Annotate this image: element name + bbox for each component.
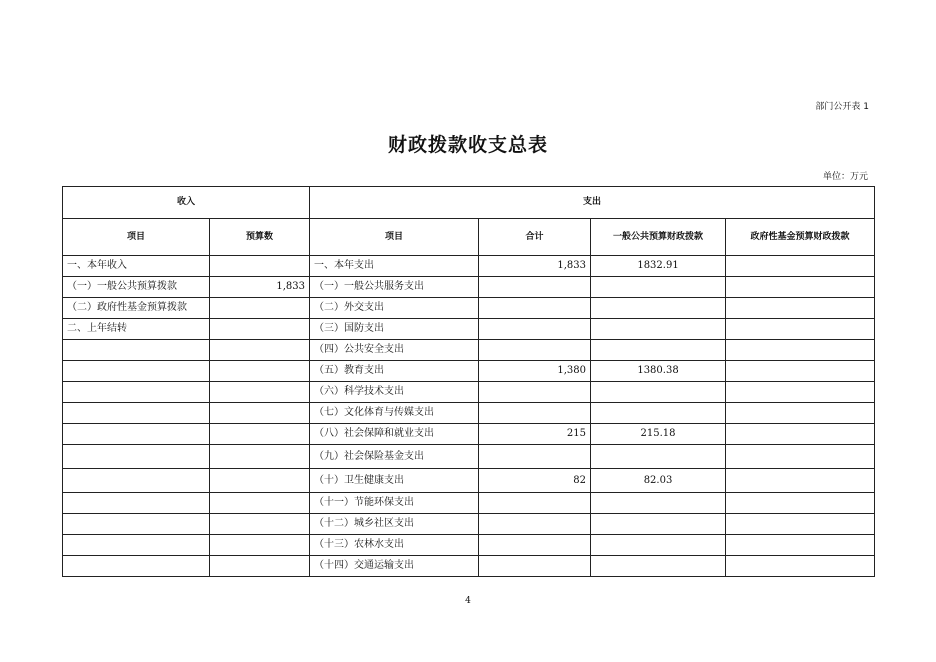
table-row: [63, 340, 875, 361]
expense-item-cell: （七）文化体育与传媒支出: [310, 403, 479, 424]
income-amount-cell: [210, 340, 310, 361]
income-amount-cell: [210, 298, 310, 319]
income-amount-cell: [210, 535, 310, 556]
income-item-cell: 二、上年结转: [63, 319, 210, 340]
total-cell: [479, 382, 591, 403]
general-budget-cell: 1380.38: [591, 361, 726, 382]
general-budget-cell: [591, 493, 726, 514]
total-cell: 215: [479, 424, 591, 445]
income-item-cell: [63, 382, 210, 403]
fund-budget-cell: [726, 469, 875, 493]
table-row: [63, 535, 875, 556]
expense-item-cell: （二）外交支出: [310, 298, 479, 319]
fund-budget-cell: [726, 340, 875, 361]
table-row: [63, 514, 875, 535]
fund-budget-cell: [726, 361, 875, 382]
fund-budget-cell: [726, 277, 875, 298]
income-item-cell: [63, 469, 210, 493]
fund-budget-cell: [726, 424, 875, 445]
income-amount-cell: [210, 256, 310, 277]
general-budget-cell: [591, 382, 726, 403]
income-amount-cell: [210, 319, 310, 340]
table-row: [63, 445, 875, 469]
income-item-cell: [63, 340, 210, 361]
fund-budget-cell: [726, 514, 875, 535]
general-budget-cell: 82.03: [591, 469, 726, 493]
table-row: [63, 277, 875, 298]
general-budget-cell: [591, 277, 726, 298]
table-row: [63, 403, 875, 424]
fund-budget-cell: [726, 535, 875, 556]
table-row: [63, 382, 875, 403]
col-header-expense-item: 项目: [310, 219, 479, 256]
total-cell: [479, 277, 591, 298]
general-budget-cell: [591, 535, 726, 556]
fund-budget-cell: [726, 445, 875, 469]
table-row: [63, 256, 875, 277]
expense-item-cell: （十）卫生健康支出: [310, 469, 479, 493]
total-cell: [479, 535, 591, 556]
fund-budget-cell: [726, 403, 875, 424]
fund-budget-cell: [726, 556, 875, 577]
income-amount-cell: [210, 403, 310, 424]
general-budget-cell: [591, 556, 726, 577]
income-item-cell: [63, 361, 210, 382]
unit-label: 单位：万元: [822, 172, 868, 182]
budget-table: [62, 186, 875, 577]
general-budget-cell: 1832.91: [591, 256, 726, 277]
total-cell: [479, 556, 591, 577]
expense-item-cell: （九）社会保险基金支出: [310, 445, 479, 469]
general-budget-cell: [591, 403, 726, 424]
fund-budget-cell: [726, 256, 875, 277]
col-header-total: 合计: [479, 219, 591, 256]
total-cell: 1,380: [479, 361, 591, 382]
fund-budget-cell: [726, 319, 875, 340]
income-item-cell: [63, 493, 210, 514]
col-header-budget-amount: 预算数: [210, 219, 310, 256]
expense-item-cell: （四）公共安全支出: [310, 340, 479, 361]
total-cell: 82: [479, 469, 591, 493]
income-group-header: 收入: [63, 187, 310, 219]
income-item-cell: [63, 514, 210, 535]
income-item-cell: （一）一般公共预算拨款: [63, 277, 210, 298]
page-number: 4: [465, 596, 471, 606]
income-item-cell: [63, 424, 210, 445]
general-budget-cell: [591, 298, 726, 319]
income-amount-cell: [210, 424, 310, 445]
expense-item-cell: （十二）城乡社区支出: [310, 514, 479, 535]
income-amount-cell: 1,833: [210, 277, 310, 298]
income-amount-cell: [210, 556, 310, 577]
expense-group-header: 支出: [310, 187, 875, 219]
table-row: [63, 319, 875, 340]
form-number: 部门公开表 1: [815, 102, 869, 112]
col-header-income-item: 项目: [63, 219, 210, 256]
expense-item-cell: （六）科学技术支出: [310, 382, 479, 403]
group-header-row: [63, 187, 875, 219]
table-row: [63, 493, 875, 514]
income-item-cell: （二）政府性基金预算拨款: [63, 298, 210, 319]
total-cell: [479, 298, 591, 319]
col-header-fund-budget: 政府性基金预算财政拨款: [726, 219, 875, 256]
expense-item-cell: （十一）节能环保支出: [310, 493, 479, 514]
column-header-row: [63, 219, 875, 256]
income-amount-cell: [210, 493, 310, 514]
table-row: [63, 556, 875, 577]
income-amount-cell: [210, 469, 310, 493]
expense-item-cell: （三）国防支出: [310, 319, 479, 340]
total-cell: [479, 319, 591, 340]
general-budget-cell: [591, 319, 726, 340]
income-amount-cell: [210, 361, 310, 382]
fund-budget-cell: [726, 382, 875, 403]
general-budget-cell: 215.18: [591, 424, 726, 445]
income-item-cell: 一、本年收入: [63, 256, 210, 277]
income-item-cell: [63, 535, 210, 556]
income-item-cell: [63, 556, 210, 577]
total-cell: [479, 493, 591, 514]
income-item-cell: [63, 445, 210, 469]
col-header-general-budget: 一般公共预算财政拨款: [591, 219, 726, 256]
total-cell: [479, 514, 591, 535]
general-budget-cell: [591, 514, 726, 535]
table-row: [63, 469, 875, 493]
total-cell: [479, 340, 591, 361]
total-cell: 1,833: [479, 256, 591, 277]
table-row: [63, 361, 875, 382]
income-item-cell: [63, 403, 210, 424]
expense-item-cell: （十四）交通运输支出: [310, 556, 479, 577]
table-row: [63, 298, 875, 319]
income-amount-cell: [210, 514, 310, 535]
total-cell: [479, 445, 591, 469]
expense-item-cell: 一、本年支出: [310, 256, 479, 277]
document-title: 财政拨款收支总表: [387, 134, 548, 156]
income-amount-cell: [210, 445, 310, 469]
expense-item-cell: （一）一般公共服务支出: [310, 277, 479, 298]
general-budget-cell: [591, 445, 726, 469]
fund-budget-cell: [726, 298, 875, 319]
income-amount-cell: [210, 382, 310, 403]
expense-item-cell: （五）教育支出: [310, 361, 479, 382]
fund-budget-cell: [726, 493, 875, 514]
general-budget-cell: [591, 340, 726, 361]
table-row: [63, 424, 875, 445]
expense-item-cell: （十三）农林水支出: [310, 535, 479, 556]
total-cell: [479, 403, 591, 424]
expense-item-cell: （八）社会保障和就业支出: [310, 424, 479, 445]
